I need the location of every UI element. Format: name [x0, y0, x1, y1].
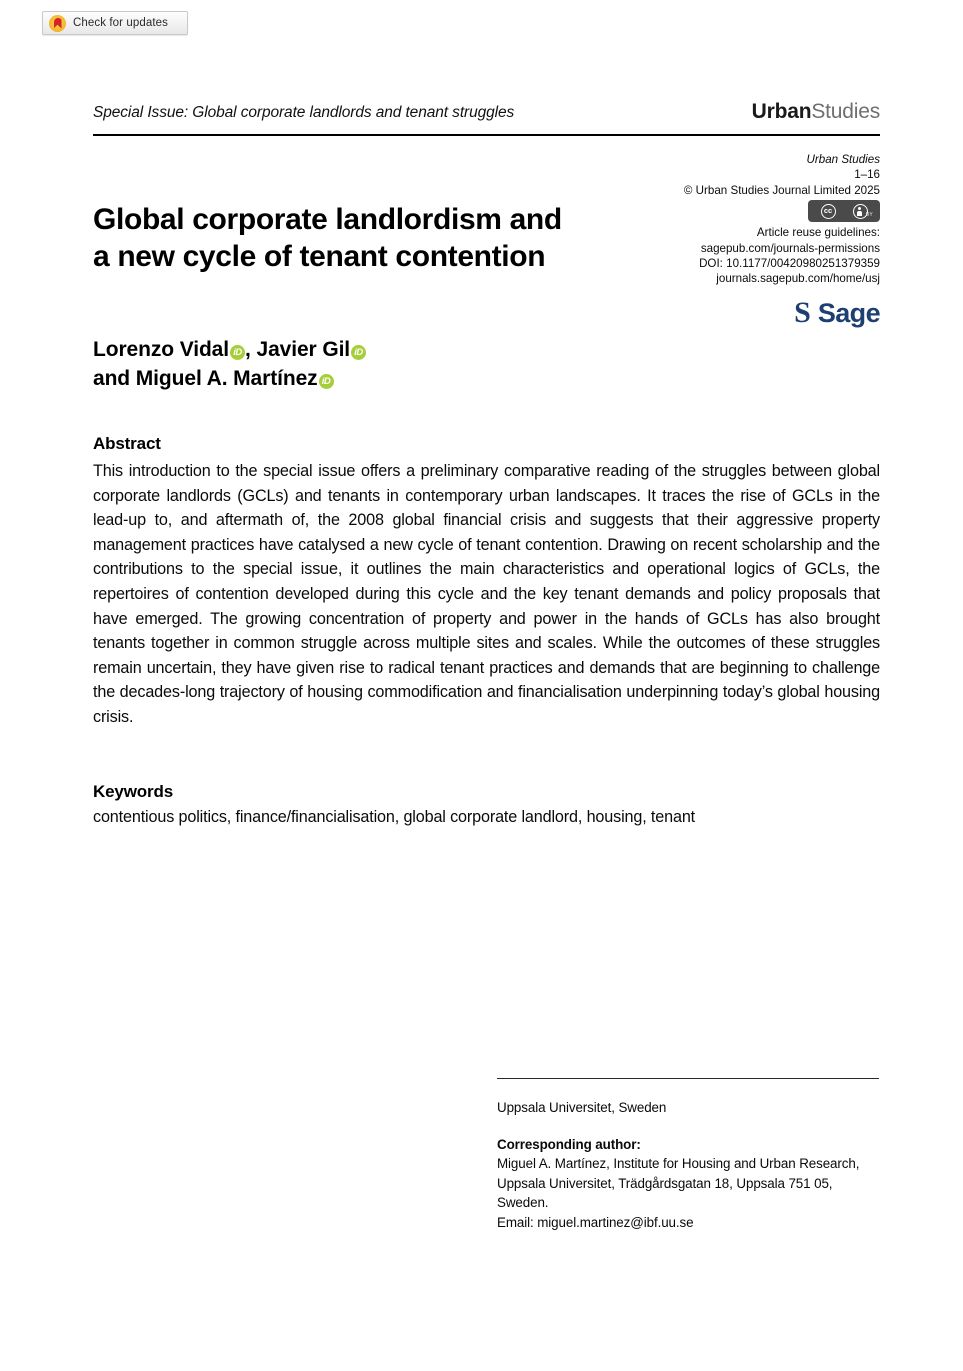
corresponding-author-address: Miguel A. Martínez, Institute for Housing and Urban Research, Uppsala Universitet, Trädgårdsgatan 18, Uppsala 751 05, Sweden. [497, 1156, 860, 1211]
abstract-heading: Abstract [93, 434, 161, 453]
author-conjunction: and [93, 367, 136, 390]
keywords-section [93, 782, 880, 845]
special-issue-label: Special Issue: Global corporate landlords and tenant struggles [93, 104, 515, 121]
footer-block [497, 1098, 887, 1233]
metadata-reuse-label: Article reuse guidelines: [756, 226, 880, 240]
metadata-journal-link[interactable]: journals.sagepub.com/home/usj [716, 272, 880, 286]
creative-commons-by-icon[interactable] [808, 200, 880, 222]
crossmark-logo-icon [49, 15, 66, 32]
keywords-heading: Keywords [93, 782, 174, 801]
affiliation-text: Uppsala Universitet, Sweden [497, 1100, 667, 1115]
orcid-icon[interactable]: iD [230, 345, 245, 360]
sage-logo [794, 296, 880, 329]
metadata-journal-name: Urban Studies [806, 153, 880, 166]
orcid-icon[interactable]: iD [351, 345, 366, 360]
metadata-copyright: © Urban Studies Journal Limited 2025 [683, 183, 880, 197]
sage-s-mark-icon: S [794, 296, 811, 329]
cc-circle-icon: cc [821, 204, 836, 219]
metadata-page-range: 1–16 [854, 168, 880, 182]
author-list [93, 335, 653, 393]
cc-by-tag: BY [865, 211, 873, 218]
author-name-1: Lorenzo Vidal [93, 338, 229, 361]
urban-studies-logo [752, 101, 880, 122]
journal-metadata [580, 152, 880, 287]
author-name-2: Javier Gil [256, 338, 351, 361]
sage-wordmark: Sage [817, 297, 880, 328]
orcid-icon[interactable]: iD [319, 374, 334, 389]
header-divider [93, 134, 880, 136]
page-title: Global corporate landlordism and a new cycle of tenant contention [93, 203, 562, 274]
corresponding-author-heading: Corresponding author: [497, 1136, 641, 1152]
running-head [93, 101, 880, 122]
keywords-text: contentious politics, finance/financialisation, global corporate landlord, housing, tenant [93, 808, 696, 826]
metadata-permissions-link[interactable]: sagepub.com/journals-permissions [700, 241, 880, 255]
footer-divider [497, 1078, 879, 1079]
journal-logo-bold: Urban [751, 100, 812, 123]
journal-logo-light: Studies [811, 100, 880, 123]
license-badge-wrap [580, 200, 880, 222]
author-name-3: Miguel A. Martínez [135, 367, 318, 390]
author-separator: , [245, 338, 257, 361]
check-for-updates-label: Check for updates [73, 17, 169, 29]
check-for-updates-button[interactable] [42, 11, 188, 35]
metadata-doi[interactable]: DOI: 10.1177/00420980251379359 [699, 257, 880, 271]
corresponding-author-email[interactable]: Email: miguel.martinez@ibf.uu.se [497, 1214, 694, 1230]
abstract-section [93, 434, 880, 746]
abstract-text: This introduction to the special issue offers a preliminary comparative reading of the struggles between global corporate landlords (GCLs) and tenants in contemporary urban landscapes. It traces the rise of GCLs in the lead-up to, and aftermath of, the 2008 global financial crisis and suggests that their aggressive property management practices have catalysed a new cycle of tenant contention. Drawing on recent scholarship and the contributions to the special issue, it outlines the main characteristics and operational logics of GCLs, the repertoires of contention developed during this cycle and the key tenant demands and policy proposals that have emerged. The growing concentration of property and power in the hands of GCLs has also brought tenants together in common struggle across multiple sites and scales. While the outcomes of these struggles remain uncertain, they have given rise to radical tenant practices and demands that are beginning to challenge the decades-long trajectory of housing commodification and financialisation underpinning today’s global housing crisis. [93, 462, 880, 726]
